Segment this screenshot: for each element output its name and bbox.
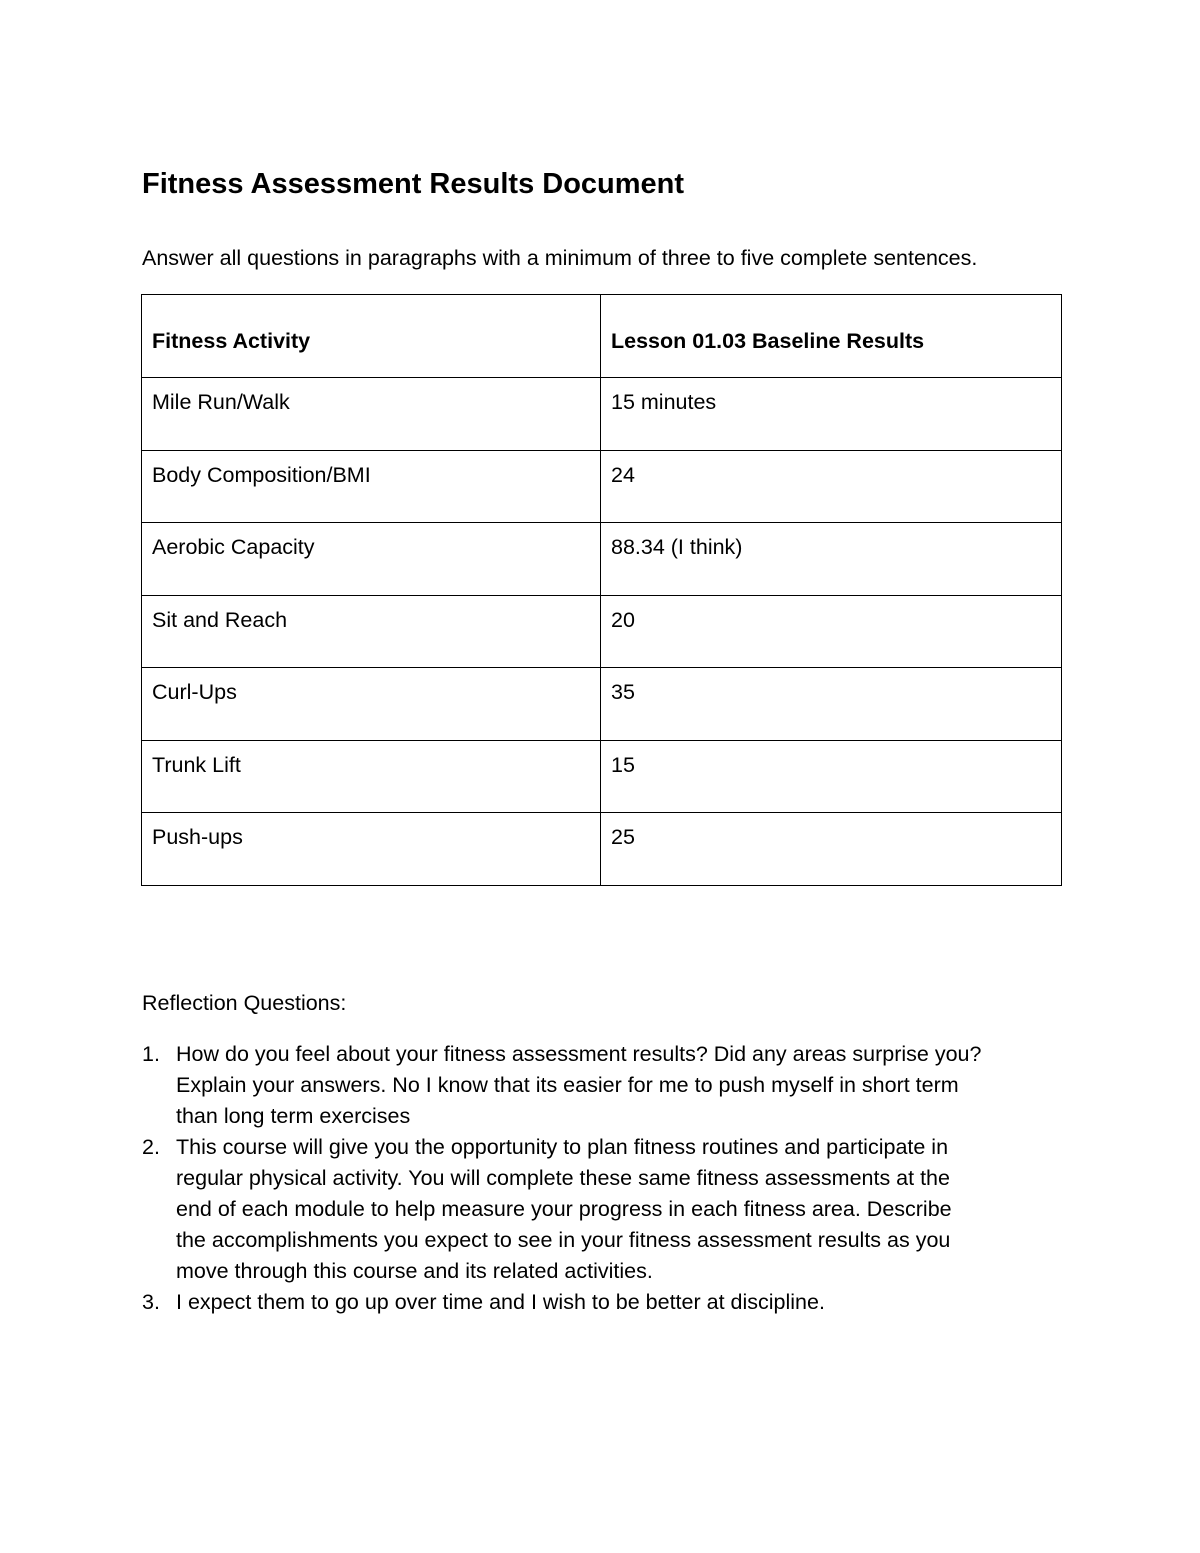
fitness-results-table <box>141 294 1062 886</box>
question-line: This course will give you the opportunity to plan fitness routines and participate in <box>176 1135 949 1159</box>
answer-line: I expect them to go up over time and I wish to be better at discipline. <box>176 1290 825 1314</box>
document-title: Fitness Assessment Results Document <box>142 168 685 200</box>
list-item-number: 2. <box>142 1135 160 1159</box>
table-row <box>142 450 1062 523</box>
table-row <box>142 813 1062 886</box>
question-line: regular physical activity. You will complete these same fitness assessments at the <box>176 1166 950 1190</box>
list-item-number: 1. <box>142 1042 160 1066</box>
activity-cell: Push-ups <box>142 813 601 886</box>
activity-cell: Trunk Lift <box>142 740 601 813</box>
question-line: the accomplishments you expect to see in your fitness assessment results as you <box>176 1228 951 1252</box>
list-item <box>142 1039 1072 1132</box>
result-cell: 88.34 (I think) <box>601 523 1062 596</box>
result-cell: 35 <box>601 668 1062 741</box>
header-fitness-activity: Fitness Activity <box>142 295 601 378</box>
question-line: than long term exercises <box>176 1104 411 1128</box>
reflection-question-list <box>142 1039 1072 1318</box>
table-row <box>142 523 1062 596</box>
question-line: How do you feel about your fitness assessment results? Did any areas surprise you? <box>176 1042 982 1066</box>
activity-cell: Aerobic Capacity <box>142 523 601 596</box>
result-cell: 15 minutes <box>601 378 1062 451</box>
result-cell: 25 <box>601 813 1062 886</box>
question-line: move through this course and its related activities. <box>176 1259 653 1283</box>
table-row <box>142 378 1062 451</box>
result-cell: 24 <box>601 450 1062 523</box>
list-item <box>142 1287 1072 1318</box>
table-row <box>142 595 1062 668</box>
question-line: end of each module to help measure your progress in each fitness area. Describe <box>176 1197 952 1221</box>
table-row <box>142 740 1062 813</box>
result-cell: 20 <box>601 595 1062 668</box>
activity-cell: Mile Run/Walk <box>142 378 601 451</box>
list-item-number: 3. <box>142 1290 160 1314</box>
question-line: Explain your answers. No I know that its easier for me to push myself in short term <box>176 1073 959 1097</box>
header-baseline-results: Lesson 01.03 Baseline Results <box>601 295 1062 378</box>
activity-cell: Curl-Ups <box>142 668 601 741</box>
instructions-text: Answer all questions in paragraphs with a minimum of three to five complete sentences. <box>142 246 978 270</box>
reflection-heading: Reflection Questions: <box>142 991 347 1015</box>
table-header-row <box>142 295 1062 378</box>
list-item <box>142 1132 1072 1287</box>
activity-cell: Body Composition/BMI <box>142 450 601 523</box>
activity-cell: Sit and Reach <box>142 595 601 668</box>
table-row <box>142 668 1062 741</box>
result-cell: 15 <box>601 740 1062 813</box>
